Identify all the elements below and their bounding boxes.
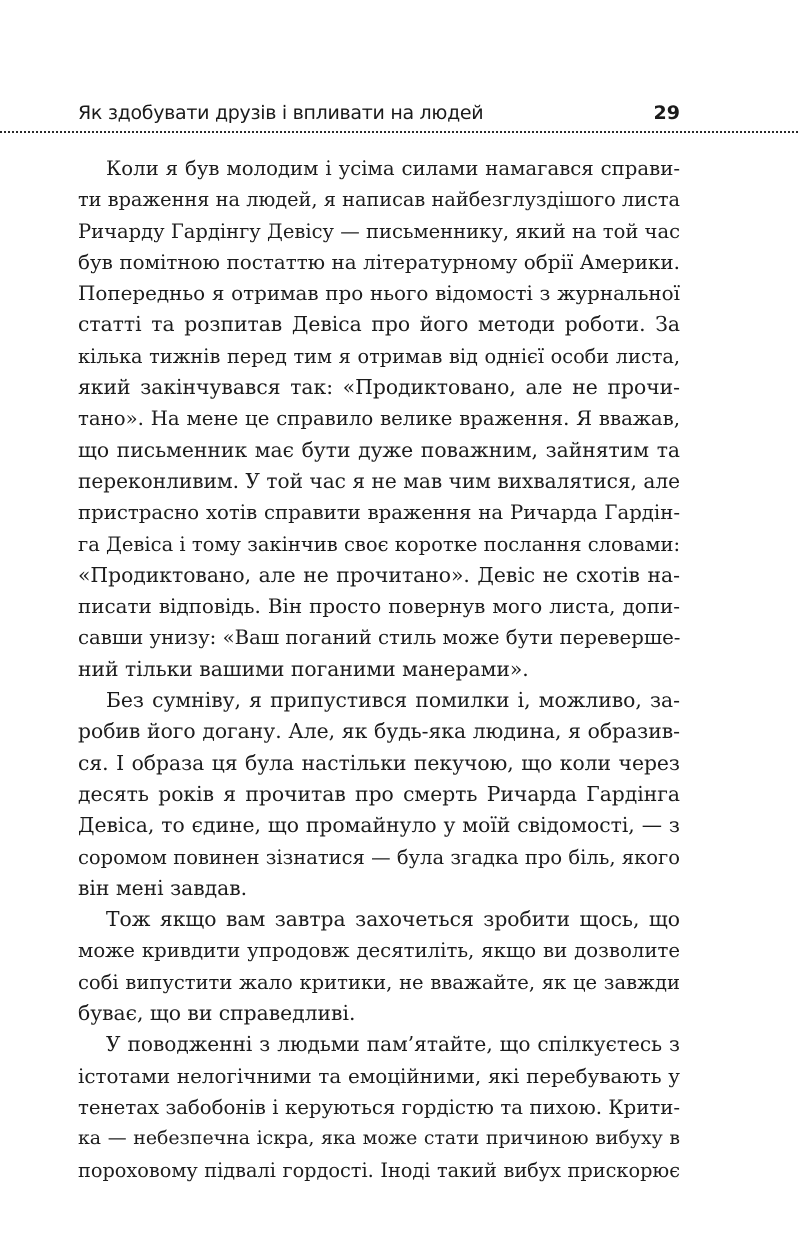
running-header [78, 99, 680, 127]
text-line: що письменник має бути дуже поважним, зайнятим та [78, 437, 680, 462]
text-line: може кривдити упродовж десятиліть, якщо ви дозволите [78, 939, 680, 963]
book-title: Як здобувати друзів і впливати на людей [78, 102, 484, 124]
text-line: він мені завдав. [78, 875, 248, 900]
text-line: соромом повинен зізнатися — була згадка про біль, якого [78, 845, 680, 869]
text-line: ний тільки вашими поганими манерами». [78, 656, 529, 681]
text-line: тенетах забобонів і керуються гордістю та пихою. Крити- [78, 1095, 680, 1119]
text-line: переконливим. У той час я не мав чим вихвалятися, але [78, 468, 680, 493]
page-number: 29 [653, 102, 680, 124]
text-line: статті та розпитав Девіса про його методи роботи. За [78, 312, 680, 337]
text-line: робив його догану. Але, як будь-яка людина, я образив- [78, 719, 680, 744]
text-line: ся. І образа ця була настільки пекучою, що коли через [78, 750, 680, 775]
text-line: Тож якщо вам завтра захочеться зробити щось, що [106, 907, 680, 932]
text-line: У поводженні з людьми пам’ятайте, що спілкуєтесь з [106, 1032, 680, 1057]
text-line: Ричарду Гардінгу Девісу — письменнику, який на той час [78, 219, 680, 243]
text-line: істотами нелогічними та емоційними, які перебувають у [78, 1064, 680, 1088]
header-dotted-divider [0, 131, 798, 133]
text-line: Коли я був молодим і усіма силами намагався справи- [106, 157, 680, 180]
text-line: тано». На мене це справило велике враження. Я вважав, [78, 407, 680, 431]
paragraph [78, 153, 680, 685]
text-line: собі випустити жало критики, не вважайте, як це завжди [78, 970, 680, 994]
paragraph [78, 1029, 680, 1185]
text-line: писати відповідь. Він просто повернув мого листа, допи- [78, 595, 680, 619]
text-line: пристрасно хотів справити враження на Ричарда Гардін- [78, 501, 680, 525]
text-line: Без сумніву, я припустився помилки і, можливо, за- [106, 688, 680, 713]
text-line: га Девіса і тому закінчив своє коротке послання словами: [78, 532, 680, 556]
text-line: який закінчувався так: «Продиктовано, але не прочи- [78, 375, 680, 400]
text-line: Попередньо я отримав про нього відомості з журнальної [78, 282, 680, 306]
text-line: савши унизу: «Ваш поганий стиль може бути переверше- [78, 626, 680, 650]
text-line: «Продиктовано, але не прочитано». Девіс не схотів на- [78, 562, 680, 587]
text-line: десять років я прочитав про смерть Ричарда Гардінга [78, 781, 680, 806]
text-line: ка — небезпечна іскра, яка може стати причиною вибуху в [78, 1127, 680, 1150]
text-line: пороховому підвалі гордості. Іноді такий вибух прискорює [78, 1158, 680, 1182]
text-line: буває, що ви справедливі. [78, 1001, 356, 1026]
paragraph [78, 904, 680, 1029]
text-line: був помітною постаттю на літературному обрії Америки. [78, 250, 680, 274]
text-line: кілька тижнів перед тим я отримав від однієї особи листа, [78, 344, 680, 368]
text-line: ти враження на людей, я написав найбезглуздішого листа [78, 188, 680, 212]
body-text [78, 153, 680, 1186]
paragraph [78, 685, 680, 904]
text-line: Девіса, то єдине, що промайнуло у моїй свідомості, — з [78, 813, 680, 838]
